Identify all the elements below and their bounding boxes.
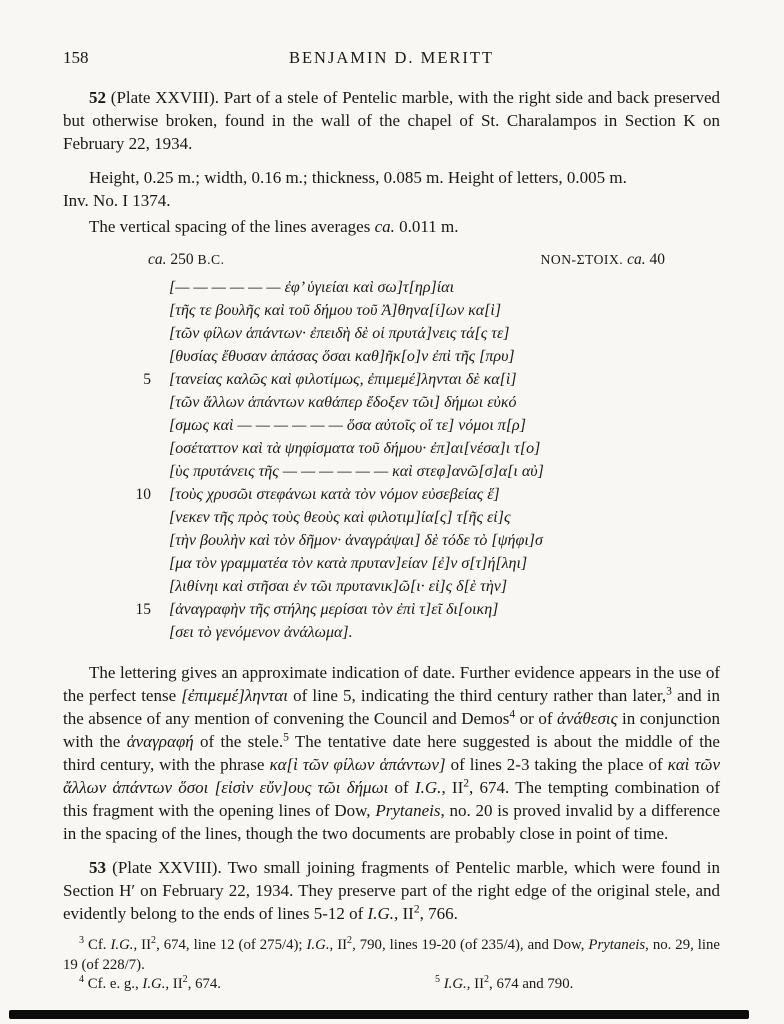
inscription-line-number [133, 345, 151, 368]
inscription-line-number [133, 621, 151, 644]
inscription-line [133, 322, 720, 345]
inscription-line-number [133, 322, 151, 345]
entry-52-intro-paragraph: 52 (Plate XXVIII). Part of a stele of Pentelic marble, with the right side and back preserved but otherwise broken, found in the wall of the chapel of St. Charalampos in Section Κ on February 22, 1934. [63, 88, 720, 153]
inscription-line-text: [ἀναγραφὴν τῆς στήλης μερίσαι τὸν ἐπὶ τ]εῖ δι[οικη] [169, 601, 499, 618]
page-header [63, 46, 720, 69]
inscription-line-text: [τὴν βουλὴν καὶ τὸν δῆμον· ἀναγράψαι] δὲ τόδε τὸ [ψήφι]σ [169, 532, 543, 549]
inscription-line-text: [θυσίας ἔθυσαν ἁπάσας ὅσαι καθ]ῆκ[ο]ν ἐπὶ τῆς [πρυ] [169, 348, 515, 365]
inscription-stoich-label: ΝΟΝ-ΣΤΟΙΧ. ca. 40 [540, 251, 665, 268]
inscription-line [133, 368, 720, 391]
page-number: 158 [63, 48, 89, 67]
inscription-line [133, 621, 720, 644]
inscription-block [133, 276, 720, 644]
inscription-line [133, 460, 720, 483]
inscription-line-text: [τῶν ἄλλων ἁπάντων καθάπερ ἔδοξεν τῶι] δήμωι εὐκό [169, 394, 517, 411]
inscription-line [133, 506, 720, 529]
inscription-line-number [133, 299, 151, 322]
inscription-line [133, 575, 720, 598]
inscription-line-text: [σει τὸ γενόμενον ἀνάλωμα]. [169, 624, 353, 641]
inscription-line-number [133, 391, 151, 414]
footnotes-section [63, 936, 720, 995]
inscription-line [133, 345, 720, 368]
inscription-line-number: 15 [135, 601, 151, 618]
inscription-line-number [133, 506, 151, 529]
inscription-line-text: [οσέταττον καὶ τὰ ψηφίσματα τοῦ δήμου· ἐπ]αι[νέσα]ι τ[ο] [169, 440, 541, 457]
inscription-line [133, 483, 720, 506]
running-head: BENJAMIN D. MERITT [288, 48, 495, 67]
footnote-3: $^3$ Cf. I.G., $II^2$, 674, line 12 (of 275/4); I.G., $II^2$, 790, lines 19-20 (of 235/4), and Dow, Prytaneis, no. 29, line 19 (of 228/7). [63, 935, 720, 973]
inscription-line-text: [τανείας καλῶς καὶ φιλοτίμως, ἐπιμεμέ]ληνται δὲ κα[ὶ] [169, 371, 517, 388]
inscription-date-label: ca. 250 B.C. [148, 251, 225, 268]
discussion-paragraph: The lettering gives an approximate indication of date. Further evidence appears in the use of the perfect tense [ἐπιμεμέ]ληνται of line 5, indicating the third century rather than later,$^3$ and in the absence of any mention of convening the Council and Demos$^4$ or of ἀνάθεσις in conjunction with the ἀναγραφή of the stele.$^5$ The tentative date here suggested is about the middle of the third century, with the phrase κα[ὶ τῶν φίλων ἁπάντων] of lines 2-3 taking the place of καὶ τῶν ἄλλων ἁπάντων ὅσοι [εἰσὶν εὔν]ους τῶι δήμωι of I.G., $II^2$, 674. The tempting combination of this fragment with the opening lines of Dow, Prytaneis, no. 20 is proved invalid by a difference in the spacing of the lines, though the two documents are probably close in point of time. [63, 663, 721, 843]
inscription-line-number: 10 [135, 486, 151, 503]
inscription-line-text: [— — — — — — ἐφ’ ὑγιείαι καὶ σω]τ[ηρ]ίαι [169, 279, 455, 296]
inscription-line-number [133, 460, 151, 483]
inscription-line-number [133, 552, 151, 575]
footnote-4: $^4$ Cf. e. g., I.G., $II^2$, 674. [79, 974, 221, 992]
inscription-line-text: [λιθίνηι καὶ στῆσαι ἐν τῶι πρυτανικ]ῶ[ι· εἰ]ς δ[ὲ τὴν] [169, 578, 508, 595]
inscription-line-number: 5 [143, 371, 151, 388]
entry-53-intro-paragraph: 53 (Plate XXVIII). Two small joining fragments of Pentelic marble, which were found in Section Η′ on February 22, 1934. They preserve part of the right edge of the original stele, and evidently belong to the ends of lines 5-12 of I.G., $II^2$, 766. [63, 858, 720, 923]
inscription-line [133, 391, 720, 414]
inscription-line [133, 414, 720, 437]
inscription-line-text: [σμως καὶ — — — — — — ὅσα αὐτοῖς οἵ τε] νόμοι π[ρ] [169, 417, 526, 434]
entry-52-spacing-paragraph: The vertical spacing of the lines averages ca. 0.011 m. [89, 217, 459, 236]
inscription-line [133, 437, 720, 460]
inscription-line-number [133, 414, 151, 437]
inscription-line-text: [τῆς τε βουλῆς καὶ τοῦ δήμου τοῦ Ἀ]θηνα[ί]ων κα[ὶ] [169, 302, 502, 319]
inscription-line-number [133, 529, 151, 552]
inscription-line [133, 529, 720, 552]
entry-52-dimensions-paragraph: Height, 0.25 m.; width, 0.16 m.; thickness, 0.085 m. Height of letters, 0.005 m. Inv. No. I 1374. [63, 168, 627, 210]
inscription-line [133, 552, 720, 575]
inscription-line-number [133, 276, 151, 299]
inscription-line-text: [μα τὸν γραμματέα τὸν κατὰ πρυταν]είαν [ἐ]ν σ[τ]ή[ληι] [169, 555, 528, 572]
inscription-line [133, 598, 720, 621]
inscription-line [133, 276, 720, 299]
inscription-line-number [133, 437, 151, 460]
inscription-line-text: [νεκεν τῆς πρὸς τοὺς θεοὺς καὶ φιλοτιμ]ία[ς] τ[ῆς εἰ]ς [169, 509, 511, 526]
inscription-line-text: [τῶν φίλων ἁπάντων· ἐπειδὴ δὲ οἱ πρυτά]νεις τά[ς τε] [169, 325, 510, 342]
inscription-line-number [133, 575, 151, 598]
inscription-line-text: [ὺς πρυτάνεις τῆς — — — — — — καὶ στεφ]ανῶ[σ]α[ι αὐ] [169, 463, 544, 480]
inscription-line [133, 299, 720, 322]
inscription-line-text: [τοὺς χρυσῶι στεφάνωι κατὰ τὸν νόμον εὐσεβείας ἕ] [169, 486, 500, 503]
footnote-5: $^5$ I.G., $II^2$, 674 and 790. [435, 974, 574, 992]
footnote-row-4-5 [63, 975, 720, 995]
inscription-labels-row [148, 249, 665, 270]
scan-edge-artifact [9, 1010, 749, 1019]
